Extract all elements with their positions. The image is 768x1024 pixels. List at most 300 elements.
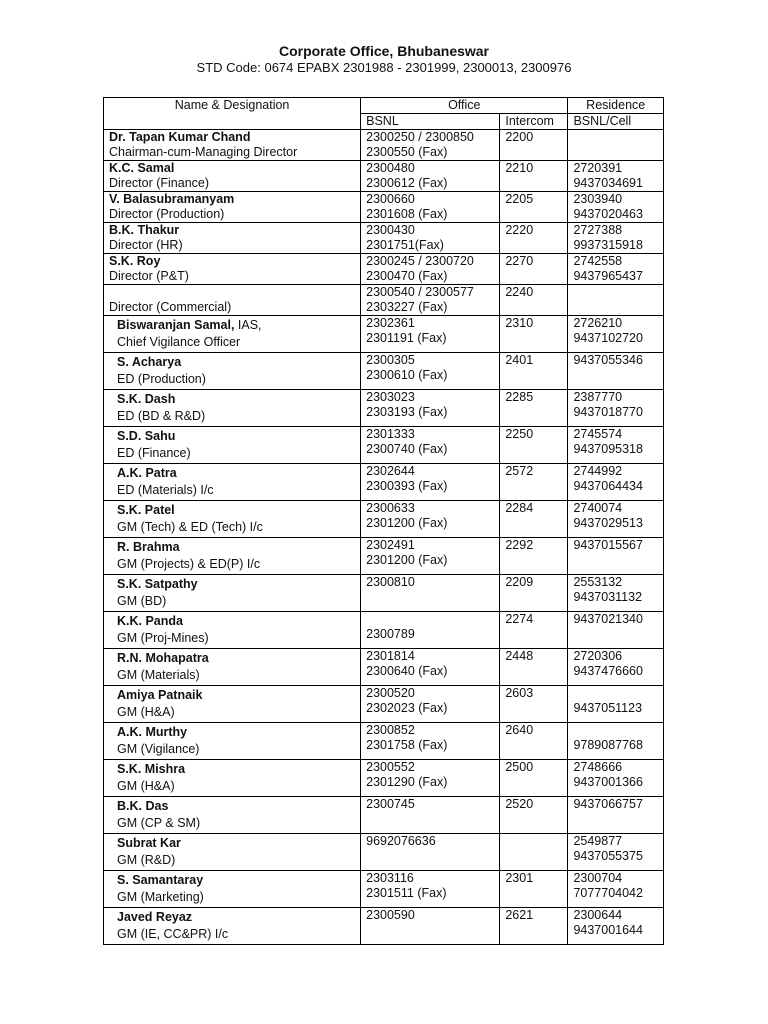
residence-cell (568, 254, 664, 285)
name-designation-cell (104, 254, 361, 285)
name-designation-cell (104, 649, 361, 686)
residence-number: 9937315918 (573, 238, 643, 252)
designation: GM (Vigilance) (117, 742, 200, 756)
residence-number: 2748666 (573, 760, 623, 774)
residence-cell (568, 130, 664, 161)
person-name-line (109, 285, 360, 300)
office-bsnl-number (366, 923, 499, 938)
name-designation-cell (104, 161, 361, 192)
name-designation-cell (104, 797, 361, 834)
person-name-line (109, 688, 360, 703)
person-name-line (109, 614, 360, 629)
person-name: S.D. Sahu (117, 429, 176, 443)
intercom-cell (500, 760, 568, 797)
residence-cell (568, 464, 664, 501)
residence-cell (568, 427, 664, 464)
residence-number: 9437476660 (573, 664, 643, 678)
intercom-cell (500, 501, 568, 538)
residence-number: 9437066757 (573, 797, 643, 811)
office-bsnl-number: 2300552 (366, 760, 415, 774)
intercom-number: 2250 (505, 427, 534, 441)
office-bsnl-number: 2300520 (366, 686, 415, 700)
office-bsnl-number: 2300470 (Fax) (366, 269, 448, 283)
residence-cell (568, 612, 664, 649)
residence-number: 9789087768 (573, 738, 643, 752)
table-row (104, 797, 664, 834)
intercom-cell (500, 464, 568, 501)
intercom-cell (500, 834, 568, 871)
office-bsnl-number (366, 590, 499, 605)
name-designation-cell (104, 908, 361, 945)
intercom-number: 2209 (505, 575, 534, 589)
residence-number (573, 285, 663, 300)
residence-number: 9437020463 (573, 207, 643, 221)
name-designation-cell (104, 723, 361, 760)
office-bsnl-cell (361, 649, 500, 686)
residence-number: 2300704 (573, 871, 623, 885)
intercom-number: 2292 (505, 538, 534, 552)
person-name: K.K. Panda (117, 614, 183, 628)
person-name-line (109, 503, 360, 518)
residence-number: 2740074 (573, 501, 623, 515)
name-designation-cell (104, 353, 361, 390)
residence-cell (568, 871, 664, 908)
table-row (104, 834, 664, 871)
residence-cell (568, 353, 664, 390)
residence-cell (568, 223, 664, 254)
office-bsnl-number: 2303193 (Fax) (366, 405, 448, 419)
designation: ED (Finance) (117, 446, 191, 460)
intercom-number: 2621 (505, 908, 534, 922)
header-office: Office (361, 98, 568, 114)
person-name: B.K. Das (117, 799, 169, 813)
person-name: Subrat Kar (117, 836, 181, 850)
residence-number (573, 627, 663, 642)
residence-number (573, 686, 663, 701)
residence-number: 9437055375 (573, 849, 643, 863)
office-bsnl-number: 2300640 (Fax) (366, 664, 448, 678)
table-row (104, 575, 664, 612)
name-designation-cell (104, 130, 361, 161)
designation: ED (Materials) I/c (117, 483, 214, 497)
designation: GM (R&D) (117, 853, 176, 867)
intercom-number: 2572 (505, 464, 534, 478)
residence-cell (568, 390, 664, 427)
person-name: Javed Reyaz (117, 910, 193, 924)
office-bsnl-number (366, 849, 499, 864)
residence-number: 9437031132 (573, 590, 643, 604)
name-designation-cell (104, 871, 361, 908)
name-designation-cell (104, 464, 361, 501)
intercom-cell (500, 192, 568, 223)
residence-number (573, 130, 663, 145)
office-bsnl-cell (361, 161, 500, 192)
office-bsnl-number: 2301191 (Fax) (366, 331, 447, 345)
name-designation-cell (104, 390, 361, 427)
person-name-line (109, 429, 360, 444)
table-row (104, 353, 664, 390)
name-designation-cell (104, 501, 361, 538)
residence-number (573, 368, 663, 383)
office-bsnl-number: 2300852 (366, 723, 415, 737)
residence-cell (568, 834, 664, 871)
person-name-line (109, 577, 360, 592)
person-name: R.N. Mohapatra (117, 651, 209, 665)
residence-number (573, 812, 663, 827)
designation: Director (Finance) (109, 176, 210, 190)
person-name: S. Acharya (117, 355, 182, 369)
intercom-number: 2401 (505, 353, 534, 367)
office-bsnl-cell (361, 501, 500, 538)
person-name: Dr. Tapan Kumar Chand (109, 130, 251, 144)
office-bsnl-cell (361, 834, 500, 871)
office-bsnl-number: 2301814 (366, 649, 415, 663)
intercom-cell (500, 223, 568, 254)
intercom-cell (500, 353, 568, 390)
residence-number (573, 300, 663, 315)
residence-number: 2303940 (573, 192, 623, 206)
office-bsnl-cell (361, 686, 500, 723)
office-bsnl-number: 2302361 (366, 316, 415, 330)
person-name-line (109, 540, 360, 555)
intercom-number: 2220 (505, 223, 534, 237)
intercom-cell (500, 871, 568, 908)
office-bsnl-cell (361, 760, 500, 797)
residence-number: 2727388 (573, 223, 623, 237)
office-bsnl-cell (361, 908, 500, 945)
intercom-number: 2500 (505, 760, 534, 774)
name-designation-cell (104, 760, 361, 797)
residence-cell (568, 649, 664, 686)
intercom-cell (500, 316, 568, 353)
residence-number: 9437015567 (573, 538, 643, 552)
person-name: Biswaranjan Samal, (117, 318, 235, 332)
person-name-line (109, 254, 360, 269)
office-bsnl-cell (361, 353, 500, 390)
designation: Director (Production) (109, 207, 225, 221)
intercom-cell (500, 254, 568, 285)
person-name: S.K. Roy (109, 254, 161, 268)
person-name-line (109, 130, 360, 145)
designation: GM (Proj-Mines) (117, 631, 209, 645)
office-bsnl-number: 2301200 (Fax) (366, 553, 448, 567)
intercom-number: 2310 (505, 316, 534, 330)
office-bsnl-number: 2300612 (Fax) (366, 176, 448, 190)
residence-cell (568, 797, 664, 834)
office-bsnl-number: 2300250 / 2300850 (366, 130, 474, 144)
person-name-line (109, 223, 360, 238)
office-bsnl-number: 2301290 (Fax) (366, 775, 448, 789)
intercom-cell (500, 285, 568, 316)
residence-number: 2553132 (573, 575, 623, 589)
office-bsnl-cell (361, 871, 500, 908)
residence-number: 9437965437 (573, 269, 643, 283)
person-name: S. Samantaray (117, 873, 204, 887)
office-bsnl-number (366, 612, 499, 627)
residence-number: 9437055346 (573, 353, 643, 367)
designation: GM (H&A) (117, 779, 175, 793)
table-row (104, 390, 664, 427)
residence-number: 2549877 (573, 834, 623, 848)
table-row (104, 254, 664, 285)
office-bsnl-number: 2302491 (366, 538, 415, 552)
person-name: S.K. Dash (117, 392, 176, 406)
office-bsnl-cell (361, 723, 500, 760)
residence-number: 9437064434 (573, 479, 643, 493)
person-name-line (109, 466, 360, 481)
office-bsnl-cell (361, 797, 500, 834)
person-name-line (109, 192, 360, 207)
residence-cell (568, 285, 664, 316)
office-bsnl-number: 2301758 (Fax) (366, 738, 448, 752)
residence-number: 2300644 (573, 908, 623, 922)
residence-number: 9437095318 (573, 442, 643, 456)
person-name-line (109, 836, 360, 851)
person-name: S.K. Mishra (117, 762, 186, 776)
intercom-cell (500, 427, 568, 464)
residence-number: 9437051123 (573, 701, 643, 715)
table-row (104, 760, 664, 797)
office-bsnl-number: 2300430 (366, 223, 415, 237)
designation: ED (Production) (117, 372, 206, 386)
intercom-number: 2448 (505, 649, 534, 663)
intercom-cell (500, 686, 568, 723)
designation: Chief Vigilance Officer (117, 335, 241, 349)
office-bsnl-number: 2301608 (Fax) (366, 207, 448, 221)
table-row (104, 285, 664, 316)
name-designation-cell (104, 538, 361, 575)
designation: GM (Projects) & ED(P) I/c (117, 557, 261, 571)
name-designation-cell (104, 223, 361, 254)
intercom-cell (500, 612, 568, 649)
office-bsnl-number: 2301751(Fax) (366, 238, 444, 252)
office-bsnl-cell (361, 538, 500, 575)
designation: GM (Tech) & ED (Tech) I/c (117, 520, 263, 534)
designation: GM (Materials) (117, 668, 200, 682)
residence-number: 2744992 (573, 464, 623, 478)
office-bsnl-cell (361, 223, 500, 254)
office-bsnl-number: 2301333 (366, 427, 415, 441)
person-name: A.K. Murthy (117, 725, 188, 739)
office-bsnl-number: 2302644 (366, 464, 415, 478)
office-bsnl-number: 2300305 (366, 353, 415, 367)
subheader-bsnl-cell: BSNL/Cell (568, 114, 664, 130)
header-residence: Residence (568, 98, 664, 114)
residence-number (573, 723, 663, 738)
contact-directory-table (103, 97, 664, 945)
person-name-line (109, 799, 360, 814)
office-bsnl-number: 2301511 (Fax) (366, 886, 447, 900)
designation: Chairman-cum-Managing Director (109, 145, 298, 159)
designation: GM (BD) (117, 594, 167, 608)
person-name: R. Brahma (117, 540, 180, 554)
person-name-line (109, 762, 360, 777)
intercom-number: 2640 (505, 723, 534, 737)
residence-cell (568, 686, 664, 723)
office-bsnl-number: 2300660 (366, 192, 415, 206)
table-row (104, 501, 664, 538)
office-bsnl-cell (361, 612, 500, 649)
person-name-line (109, 873, 360, 888)
office-bsnl-number: 2300550 (Fax) (366, 145, 448, 159)
office-bsnl-cell (361, 254, 500, 285)
name-suffix: IAS, (234, 318, 262, 332)
residence-number: 2742558 (573, 254, 623, 268)
intercom-cell (500, 161, 568, 192)
subheader-bsnl: BSNL (361, 114, 500, 130)
person-name-line (109, 161, 360, 176)
person-name-line (109, 318, 360, 333)
name-designation-cell (104, 686, 361, 723)
residence-cell (568, 723, 664, 760)
person-name: S.K. Satpathy (117, 577, 198, 591)
residence-number: 9437034691 (573, 176, 643, 190)
residence-cell (568, 316, 664, 353)
office-bsnl-number: 2303227 (Fax) (366, 300, 448, 314)
person-name-line (109, 392, 360, 407)
table-row (104, 908, 664, 945)
table-row (104, 161, 664, 192)
office-bsnl-cell (361, 192, 500, 223)
residence-number: 9437001644 (573, 923, 643, 937)
intercom-cell (500, 908, 568, 945)
office-bsnl-number: 2303023 (366, 390, 415, 404)
table-row (104, 316, 664, 353)
table-row (104, 686, 664, 723)
name-designation-cell (104, 192, 361, 223)
residence-number: 9437021340 (573, 612, 643, 626)
designation: ED (BD & R&D) (117, 409, 206, 423)
intercom-number: 2520 (505, 797, 534, 811)
office-bsnl-number: 2302023 (Fax) (366, 701, 448, 715)
designation: Director (P&T) (109, 269, 189, 283)
intercom-number: 2240 (505, 285, 534, 299)
intercom-number: 2205 (505, 192, 534, 206)
person-name-line (109, 725, 360, 740)
residence-cell (568, 575, 664, 612)
office-bsnl-number: 2300633 (366, 501, 415, 515)
office-bsnl-number: 2300745 (366, 797, 415, 811)
residence-cell (568, 161, 664, 192)
person-name: K.C. Samal (109, 161, 175, 175)
intercom-cell (500, 575, 568, 612)
office-bsnl-number: 2300740 (Fax) (366, 442, 448, 456)
table-row (104, 223, 664, 254)
name-designation-cell (104, 316, 361, 353)
office-bsnl-number: 2300540 / 2300577 (366, 285, 474, 299)
residence-cell (568, 908, 664, 945)
office-bsnl-cell (361, 130, 500, 161)
intercom-number: 2270 (505, 254, 534, 268)
table-row (104, 723, 664, 760)
office-bsnl-number: 2303116 (366, 871, 414, 885)
std-code-line: STD Code: 0674 EPABX 2301988 - 2301999, 2300013, 2300976 (196, 60, 572, 75)
office-bsnl-cell (361, 427, 500, 464)
table-row (104, 192, 664, 223)
intercom-number: 2284 (505, 501, 534, 515)
intercom-number: 2301 (505, 871, 534, 885)
table-row (104, 538, 664, 575)
office-bsnl-number: 2300393 (Fax) (366, 479, 448, 493)
intercom-cell (500, 649, 568, 686)
office-bsnl-number: 2300245 / 2300720 (366, 254, 474, 268)
residence-number: 7077704042 (573, 886, 643, 900)
name-designation-cell (104, 285, 361, 316)
residence-number: 2720391 (573, 161, 623, 175)
designation: Director (HR) (109, 238, 183, 252)
residence-number: 2726210 (573, 316, 623, 330)
intercom-number: 2200 (505, 130, 534, 144)
intercom-number: 2274 (505, 612, 534, 626)
intercom-number: 2603 (505, 686, 534, 700)
office-bsnl-cell (361, 390, 500, 427)
subheader-intercom: Intercom (500, 114, 568, 130)
residence-number (573, 553, 663, 568)
name-designation-cell (104, 427, 361, 464)
name-designation-cell (104, 575, 361, 612)
table-row (104, 130, 664, 161)
office-bsnl-number: 2300610 (Fax) (366, 368, 448, 382)
person-name: Amiya Patnaik (117, 688, 203, 702)
office-bsnl-cell (361, 316, 500, 353)
office-bsnl-number (366, 812, 499, 827)
table-row (104, 427, 664, 464)
residence-cell (568, 538, 664, 575)
header-name-designation: Name & Designation (104, 98, 361, 130)
designation: GM (IE, CC&PR) I/c (117, 927, 229, 941)
office-bsnl-number: 9692076636 (366, 834, 436, 848)
intercom-cell (500, 797, 568, 834)
residence-number: 2387770 (573, 390, 623, 404)
residence-number: 9437029513 (573, 516, 643, 530)
page-title: Corporate Office, Bhubaneswar (278, 43, 490, 59)
residence-number: 9437018770 (573, 405, 643, 419)
intercom-cell (500, 723, 568, 760)
name-designation-cell (104, 612, 361, 649)
designation: Director (Commercial) (109, 300, 232, 314)
office-bsnl-number: 2300590 (366, 908, 415, 922)
residence-cell (568, 501, 664, 538)
designation: GM (Marketing) (117, 890, 204, 904)
person-name: S.K. Patel (117, 503, 175, 517)
residence-number: 9437102720 (573, 331, 643, 345)
residence-number (573, 145, 663, 160)
intercom-cell (500, 130, 568, 161)
residence-number: 2720306 (573, 649, 623, 663)
designation: GM (CP & SM) (117, 816, 201, 830)
residence-cell (568, 760, 664, 797)
table-row (104, 612, 664, 649)
person-name-line (109, 651, 360, 666)
table-row (104, 464, 664, 501)
intercom-cell (500, 390, 568, 427)
person-name-line (109, 910, 360, 925)
office-bsnl-cell (361, 464, 500, 501)
office-bsnl-number: 2300789 (366, 627, 415, 641)
intercom-number: 2210 (505, 161, 534, 175)
intercom-number: 2285 (505, 390, 534, 404)
person-name: V. Balasubramanyam (109, 192, 235, 206)
office-bsnl-number: 2300480 (366, 161, 415, 175)
table-row (104, 871, 664, 908)
table-row (104, 649, 664, 686)
designation: GM (H&A) (117, 705, 175, 719)
name-designation-cell (104, 834, 361, 871)
office-bsnl-number: 2300810 (366, 575, 415, 589)
person-name-line (109, 355, 360, 370)
residence-number: 2745574 (573, 427, 623, 441)
person-name: A.K. Patra (117, 466, 177, 480)
